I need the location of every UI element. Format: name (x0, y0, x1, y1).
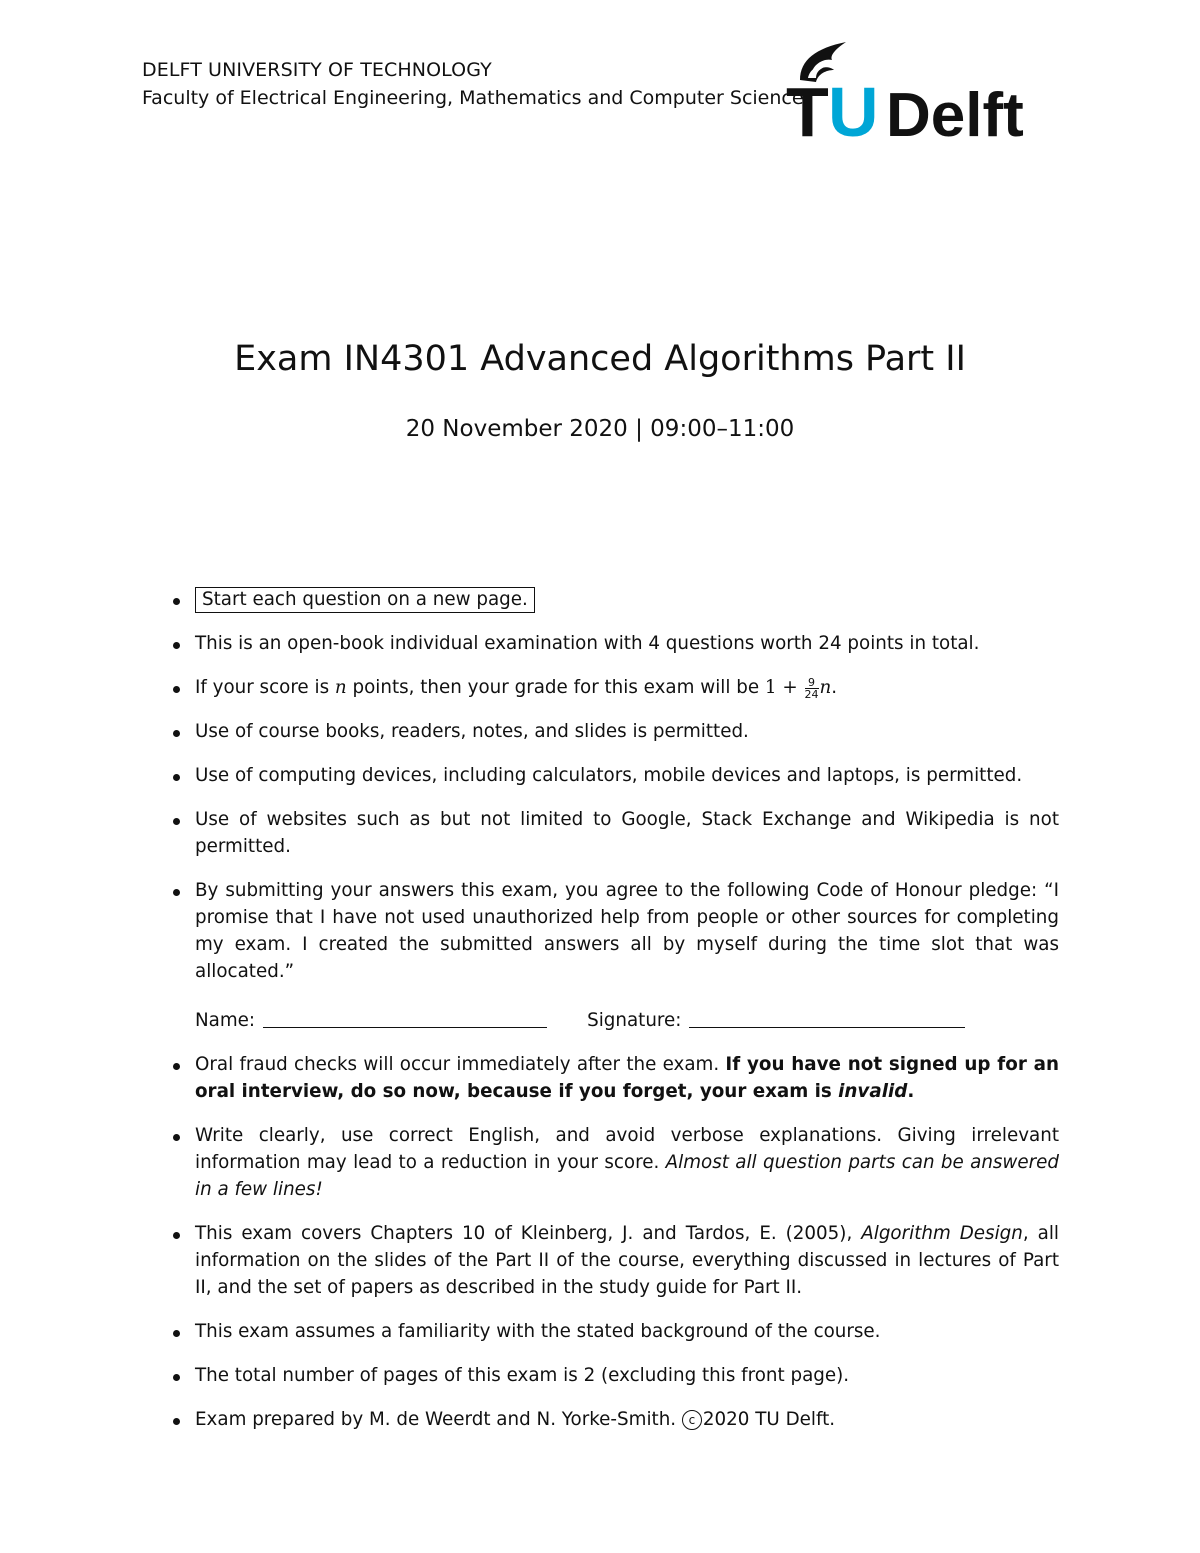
rule-text: Oral fraud checks will occur immediately after the exam. (195, 1054, 726, 1075)
rule-text: Write clearly, use correct English, and avoid verbose explanations. Giving irrelevant information may lead to a reduction in your score. (195, 1125, 1059, 1173)
math-variable: n (334, 677, 347, 698)
rule-text: This exam assumes a familiarity with the stated background of the course. (195, 1321, 881, 1342)
rule-text: Use of course books, readers, notes, and slides is permitted. (195, 721, 749, 742)
exam-rules-list (166, 586, 1059, 1450)
rule-bold-text: If you have not signed up for an oral interview, do so now, because if you forget, your exam is (195, 1054, 1059, 1102)
exam-title: Exam IN4301 Advanced Algorithms Part II (234, 339, 966, 379)
bullet-icon (173, 730, 180, 737)
name-field (195, 1007, 547, 1034)
rule-item (166, 1362, 1059, 1389)
bullet-icon (173, 642, 180, 649)
exam-date-time: 20 November 2020 | 09:00–11:00 (405, 416, 795, 442)
rule-text: Use of websites such as but not limited to Google, Stack Exchange and Wikipedia is not permitted. (195, 809, 1059, 857)
rule-italic-text: Almost all question parts can be answered in a few lines! (195, 1152, 1059, 1200)
rule-text: This exam covers Chapters 10 of Kleinberg, J. and Tardos, E. (2005), (195, 1223, 862, 1244)
rule-text: If your score is (195, 677, 335, 698)
tudelft-logo (786, 38, 1038, 142)
name-blank-line[interactable] (263, 1007, 547, 1028)
rule-item (166, 674, 1059, 701)
logo-text-u: U (828, 73, 879, 142)
rule-bold-italic-text: invalid (838, 1081, 908, 1102)
math-variable: n (819, 677, 832, 698)
name-label: Name: (195, 1010, 256, 1031)
signature-blank-line[interactable] (689, 1007, 965, 1028)
rule-new-page-boxed: Start each question on a new page. (195, 587, 535, 613)
book-title: Algorithm Design (861, 1223, 1023, 1244)
honour-pledge-text: By submitting your answers this exam, you agree to the following Code of Honour pledge: “I promise that I have not used unauthorized help from people or other sources for completing my exam. I created the submitted answers all by myself during the time slot that was allocated.” (195, 880, 1059, 982)
rule-text: points, then your grade for this exam will be (346, 677, 765, 698)
bullet-icon (173, 774, 180, 781)
fraction-numerator: 9 (805, 677, 819, 689)
rule-item (166, 762, 1059, 789)
bullet-icon (173, 1374, 180, 1381)
bullet-icon (173, 1418, 180, 1425)
university-name: DELFT UNIVERSITY OF TECHNOLOGY (142, 59, 492, 81)
logo-text-t: T (786, 73, 829, 142)
math-expression: 1 + (764, 677, 804, 698)
bullet-icon (173, 1232, 180, 1239)
fraction-denominator: 24 (804, 687, 819, 701)
rule-text: . (907, 1081, 915, 1102)
fraction (805, 677, 819, 700)
rule-text: Exam prepared by M. de Weerdt and N. Yorke-Smith. (195, 1409, 682, 1430)
rule-item (166, 1318, 1059, 1345)
copyright-icon: c (682, 1410, 702, 1430)
bullet-icon (173, 1063, 180, 1070)
rule-text: Use of computing devices, including calculators, mobile devices and laptops, is permitted. (195, 765, 1023, 786)
document-header (142, 58, 804, 110)
rule-text: The total number of pages of this exam is 2 (excluding this front page). (195, 1365, 850, 1386)
bullet-icon (173, 1134, 180, 1141)
rule-item (166, 877, 1059, 985)
rule-item (166, 1122, 1059, 1203)
rule-item (166, 806, 1059, 860)
signature-label: Signature: (587, 1010, 682, 1031)
rule-item (166, 1220, 1059, 1301)
logo-text-delft: Delft (886, 81, 1024, 142)
rule-text: . (831, 677, 838, 698)
bullet-icon (173, 686, 180, 693)
rule-item (166, 630, 1059, 657)
signature-field (587, 1007, 965, 1034)
bullet-icon (173, 1330, 180, 1337)
bullet-icon (173, 818, 180, 825)
bullet-icon (173, 889, 180, 896)
faculty-name: Faculty of Electrical Engineering, Mathematics and Computer Science (142, 87, 804, 109)
bullet-icon (173, 598, 180, 605)
rule-text: 2020 TU Delft. (702, 1409, 836, 1430)
rule-item (166, 1051, 1059, 1105)
rule-item (166, 718, 1059, 745)
rule-text: , all information on the slides of the Part II of the course, everything discussed in lectures of Part II, and the set of papers as described in the study guide for Part II. (195, 1223, 1059, 1298)
signature-row (195, 1007, 1059, 1034)
rule-text: This is an open-book individual examination with 4 questions worth 24 points in total. (195, 633, 980, 654)
rule-item (166, 1406, 1059, 1433)
rule-item (166, 586, 1059, 613)
